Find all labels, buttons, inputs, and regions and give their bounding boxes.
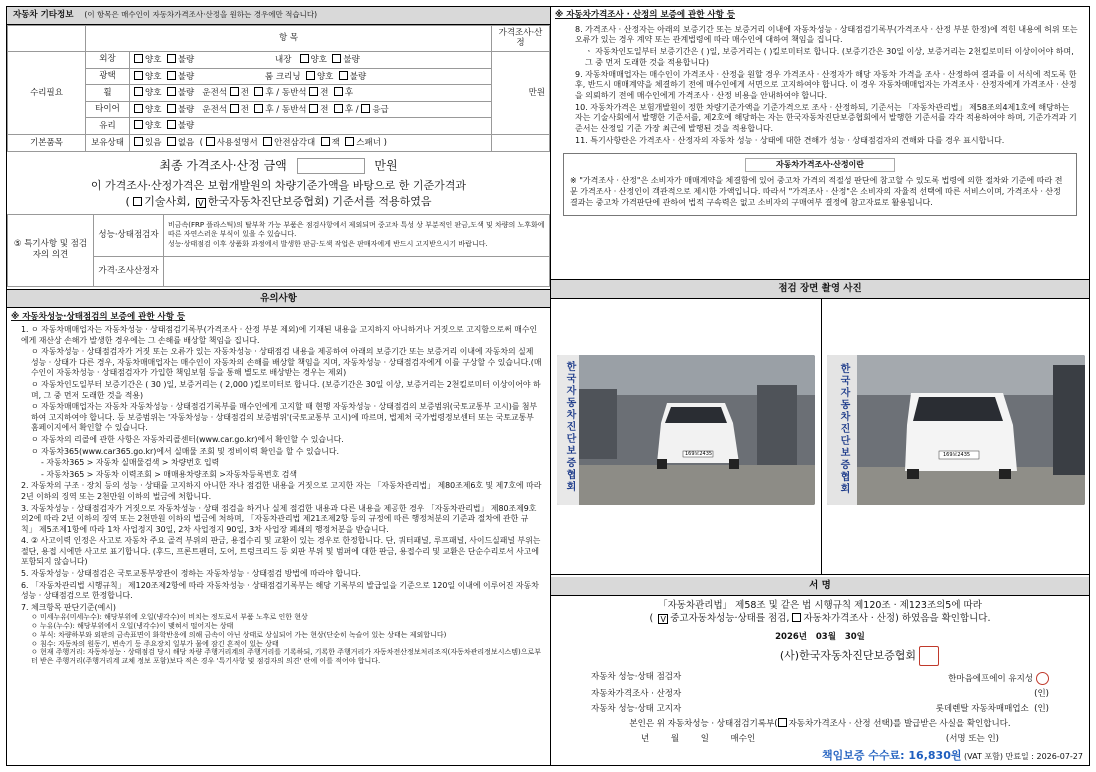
price-notes-list: 8. 가격조사 · 산정자는 아래의 보증기간 또는 보증거리 이내에 자동차성능 · 상태점검기록부(가격조사 · 산정 부분 한정)에 적힌 내용에 허위 또는 오류가 있는 경우 계약 또는 관계법령에 따라 매수인에 대하여 책임을 집니다. ㆍ 자동차인도일부터 보증기간은 ( )일, 보증거리는 ( )킬로미터로 합니다. (보증기간은 30일 이상, 보증거리는 2천킬로미터 이상이어야 하며, 그 중 먼저 도래한 것을 적용합니다) 9. 자동차매매업자는 매수인이 가격조사 · 산정을 원할 경우 가격조사 · 산정자가 해당 자동차 가격을 조사 · 산정하여 결과를 이 서식에 적도록 한 후, 반드시 매매계약을 체결하기 전에 매수인에게 서면으로 고지하여야 합니다. 이 경우 자동차매매업자는 가격조사 · 산정자에게 가격조사 · 산정을 의뢰하기 전에 매수인에게 가격조사 · 산정 비용을 안내하여야 합니다. 10. 자동차가격은 보험개발원이 정한 차량기준가액을 기준가격으로 조사 · 산정하되, 기준서는 「자동차관리법」 제58조의4제1호에 해당하는 자는 기술사회에서 발행한 기준서를, 제2호에 해당하는 자는 한국자동차진단보증협회에서 발행한 기준서를 각각 적용하여야 하며, 기준가격과 기준서는 산정일 기준 가장 최근에 발행된 것을 적용합니다. 11. 특기사항란은 가격조사 · 산정자의 자동차 성능 · 상태에 대한 견해가 성능 · 상태점검자의 견해와 다를 경우 표시합니다. <box>575 24 1078 145</box>
fee-row: 책임보증 수수료: 16,830원 (VAT 포함) 만료일 : 2026-07-27 <box>821 748 1083 762</box>
price-notes-title: ※ 자동차가격조사 · 산정의 보증에 관한 사항 등 <box>555 10 736 20</box>
room-good-checkbox[interactable] <box>306 71 315 80</box>
gloss-row: 양호 불량 룸 크리닝 양호 불량 <box>130 68 492 85</box>
right-column <box>551 7 1089 765</box>
wheel-bad-checkbox[interactable] <box>167 87 176 96</box>
signature-statement: 「자동차관리법」 제58조 및 같은 법 시행규칙 제120조 · 제123조의5에 따라 ( V 중고자동차성능·상태를 점검, 자동차가격조사 · 산정) 하였음을 확인합니다. <box>649 599 991 624</box>
have-checkbox[interactable] <box>134 137 143 146</box>
inspection-record-page <box>6 6 1090 766</box>
wheel-pass-front-checkbox[interactable] <box>309 87 318 96</box>
basis-line2: ( 기술사회, V 한국자동차진단보증협회) 기준서를 적용하였음 <box>125 194 432 208</box>
wheel-driver-front-checkbox[interactable] <box>230 87 239 96</box>
banner-left: 한국자동차진단보증협회 <box>564 361 575 493</box>
signature-section <box>551 577 1089 767</box>
tire-pass-rear-checkbox[interactable] <box>334 104 343 113</box>
final-price-unit: 만원 <box>374 158 398 173</box>
exterior-label: 외장 <box>86 51 130 68</box>
banner-right: 한국자동차진단보증협회 <box>838 363 849 495</box>
repair-group-label: 수리필요 <box>8 51 86 134</box>
basis-statement <box>7 178 550 214</box>
glass-row: 양호 불량 <box>130 118 492 135</box>
photo-rear <box>827 355 1085 505</box>
basic-items-label: 기본품목 <box>8 135 86 152</box>
tire-good-checkbox[interactable] <box>134 104 143 113</box>
special-notes-table <box>7 214 550 287</box>
special-notes-label: ⑤ 특기사항 및 점검자의 의견 <box>8 214 94 286</box>
other-info-header <box>7 7 550 25</box>
caution-header: 유의사항 <box>7 289 550 309</box>
wheel-driver-rear-checkbox[interactable] <box>254 87 263 96</box>
inspector-row: 자동차 성능·상태 점검자 한마음에프에이 유지성 <box>551 672 1089 685</box>
gloss-label: 광택 <box>86 68 130 85</box>
exterior-bad-checkbox[interactable] <box>167 54 176 63</box>
notifier-row: 자동차 성능·상태 고지자 롯데렌탈 자동차매매업소 (인) <box>591 703 1049 714</box>
price-inspector-opinion <box>164 256 550 286</box>
glass-label: 유리 <box>86 118 130 135</box>
perf-inspector-label: 성능·상태점검자 <box>94 214 164 256</box>
gloss-bad-checkbox[interactable] <box>167 71 176 80</box>
interior-good-checkbox[interactable] <box>300 54 309 63</box>
left-column <box>7 7 551 765</box>
final-price-input[interactable] <box>297 158 365 174</box>
org-stamp-icon <box>919 646 939 666</box>
triangle-checkbox[interactable] <box>263 137 272 146</box>
caution-title: ※ 자동차성능·상태점검의 보증에 관한 사항 등 <box>11 312 186 323</box>
car-rear-photo <box>827 355 1085 505</box>
other-info-table <box>7 25 550 152</box>
definition-box <box>563 153 1077 216</box>
tire-bad-checkbox[interactable] <box>167 104 176 113</box>
price-survey-checkbox[interactable] <box>792 613 801 622</box>
definition-title: 자동차가격조사·산정이란 <box>745 158 895 173</box>
expiry-date: 만료일 : 2026-07-27 <box>1005 751 1083 761</box>
receipt-line: 본인은 위 자동차성능 · 상태점검기록부( 자동차가격조사 · 산정 선택)를 발급받은 사실을 확인합니다. <box>629 719 1011 730</box>
fee-label: 책임보증 수수료: 16,830원 <box>821 748 962 762</box>
exterior-good-checkbox[interactable] <box>134 54 143 63</box>
tire-pass-front-checkbox[interactable] <box>309 104 318 113</box>
tire-row: 양호 불량 운전석 전 후 / 동반석 전 후 / 응급 <box>130 101 492 118</box>
exterior-row: 양호 불량 내장 양호 불량 <box>130 51 492 68</box>
wheel-label: 휠 <box>86 85 130 102</box>
signature-date: 2026년 03월 30일 <box>775 631 865 642</box>
photos-section <box>551 279 1089 575</box>
other-info-title: 자동차 기타정보 <box>13 10 74 20</box>
glass-good-checkbox[interactable] <box>134 120 143 129</box>
used-car-check-checkbox[interactable]: V <box>658 614 668 624</box>
jack-checkbox[interactable] <box>321 137 330 146</box>
gloss-good-checkbox[interactable] <box>134 71 143 80</box>
spanner-checkbox[interactable] <box>345 137 354 146</box>
wheel-pass-rear-checkbox[interactable] <box>334 87 343 96</box>
car-front-photo <box>557 355 815 505</box>
wheel-row: 양호 불량 운전석 전 후 / 동반석 전 후 <box>130 85 492 102</box>
holding-label: 보유상태 <box>86 135 130 152</box>
plate-left: 169보2435 <box>685 451 713 457</box>
basis-assoc-checkbox[interactable]: V <box>196 198 206 208</box>
basic-items-row: 있음 없음 ( 사용설명서 안전삼각대 잭 스패너 ) <box>130 135 492 152</box>
basis-line1: 이 가격조사·산정가격은 보험개발원의 차량기준가액을 바탕으로 한 기준가격과 <box>90 178 467 192</box>
signature-org: (사)한국자동차진단보증협회 <box>551 646 1089 666</box>
final-price-row <box>7 152 550 178</box>
signature-header: 서 명 <box>551 577 1089 596</box>
price-col-header: 가격조사·산정 <box>492 25 550 51</box>
room-bad-checkbox[interactable] <box>339 71 348 80</box>
price-inspector-row: 자동차가격조사 · 산정자 (인) <box>591 689 1049 700</box>
tire-driver-rear-checkbox[interactable] <box>254 104 263 113</box>
glass-bad-checkbox[interactable] <box>167 120 176 129</box>
interior-label: 내장 <box>274 54 292 65</box>
photo-front <box>557 355 815 505</box>
other-info-note: (이 항목은 매수인이 자동차가격조사·산정을 원하는 경우에만 적습니다) <box>84 10 318 19</box>
caution-list: 1. ㅇ 자동차매매업자는 자동차성능 · 상태점검기록부(가격조사 · 산정 부분 제외)에 기재된 내용을 고지하지 아니하거나 거짓으로 고지함으로써 매수인에게 재산상 손해가 발생한 경우에는 그 손해를 배상할 책임을 집니다. ㅇ 자동차성능 · 상태점검자가 거짓 또는 오류가 있는 자동차성능 · 상태점검 내용을 제공하여 아래의 보증기간 또는 보증거리 이내에 자동차의 실제 성능 · 상태가 다른 경우, 자동차매매업자는 매수인이 자동차의 손해를 배상할 책임을 지며, 자동차성능 · 상태점검자에게 이를 구상할 수 있습니다.(매수인이 자동차성능 · 상태점검자가 가입한 책임보험 등을 통해 별도로 배상받는 경우는 제외) ㅇ 자동차인도일부터 보증기간은 ( 30 )일, 보증거리는 ( 2,000 )킬로미터로 합니다. (보증기간은 30일 이상, 보증거리는 2천킬로미터 이상이어야 하며, 그 중 먼저 도래한 것을 적용) ㅇ 자동차매매업자는 자동차 자동차성능 · 상태점검기록부를 매수인에게 고지할 때 현행 자동차성능 · 상태점검의 보증범위(국토교통부 고시)를 첨부하여 고지하여야 합니다. 등 보증범위는 '자동차성능 · 상태점검의 보증범위'(국토교통부 고시)에 따르며, 법제처 국가법령정보센터 또는 국토교통부 홈페이지에서 확인할 수 있습니다. ㅇ 자동차의 리콜에 관한 사항은 자동차리콜센터(www.car.go.kr)에서 확인할 수 있습니다. ㅇ 자동차365(www.car365.go.kr)에서 실매물 조회 및 정비이력 확인을 할 수 있습니다. - 자동차365 > 자동차 실매물검색 > 차량번호 입력 - 자동차365 > 자동차 이력조회 > 매매용차량조회 >자동차등록번호 검색 2. 자동차의 구조 · 장치 등의 성능 · 상태를 고지하지 아니한 자나 점검한 내용을 거짓으로 고지한 자는 「자동차관리법」 제80조제6호 및 제7호에 따라 2년 이하의 징역 또는 2천만원 이하의 벌금에 처합니다. 3. 자동차성능 · 상태점검자가 거짓으로 자동차성능 · 상태 점검을 하거나 실제 점검한 내용과 다른 내용을 제공한 경우 「자동차관리법」 제80조제9호의2에 따라 2년 이하의 징역 또는 2천만원 이하의 벌금에 처하며, 「자동차관리법 제21조제2항 등의 규정에 따른 행정처분의 기준과 절차에 관한 규칙」 제5조제1항에 따라 1차 사업정지 30일, 2차 사업정지 90일, 3차 사업장 폐쇄의 행정처분을 받습니다. 4. ② 사고이력 인정은 사고로 자동차 주요 골격 부위의 판금, 용접수리 및 교환이 있는 경우로 한정합니다. 단, 쿼터패널, 루프패널, 사이드실패널 부위는 절단, 용접 시에만 사고로 표기합니다. (후드, 프론트펜더, 도어, 트렁크리드 등 외판 부위 및 범퍼에 대한 판금, 용접수리 및 교환은 단순수리로서 사고에 포함되지 않습니다) 5. 자동차성능 · 상태점검은 국토교통부장관이 정하는 자동차성능 · 상태점검 방법에 따라야 합니다. 6. 「자동차관리법 시행규칙」 제120조제2항에 따라 자동차성능 · 상태점검기록부는 해당 기록부의 발급일을 기준으로 120일 이내에 이루어진 자동차 성능 · 상태점검으로 한정합니다. 7. 체크항목 판단기준(예시) ㅇ 미세누유(미세누수): 해당부위에 오일(냉각수)이 비치는 정도로서 부품 노후로 인한 현상 ㅇ 누유(누수): 해당부위에서 오일(냉각수)이 맺혀서 떨어지는 상태 ㅇ 부식: 차량하부와 외판의 금속표면이 화학반응에 의해 금속이 아닌 상태로 상실되어 가는 현상(단순히 녹슬어 있는 상태는 제외합니다) ㅇ 침수: 자동차의 원동기, 변속기 등 주요장치 일부가 물에 잠긴 흔적이 있는 상태 ㅇ 현재 주행거리: 자동차성능 · 상태점검 당시 해당 차량 주행거리계의 주행거리를 기록하되, 기록한 주행거리가 자동차전산정보처리조직(자동차관리정보시스템)으로부터 받은 주행거리(주행거리계 교체 정보 포함)보다 적은 경우 '특기사항 및 점검자의 의견' 란에 이를 적어야 합니다. <box>21 325 542 666</box>
manual-checkbox[interactable] <box>206 137 215 146</box>
tire-emergency-checkbox[interactable] <box>361 104 370 113</box>
definition-text: ※ "가격조사 · 산정"은 소비자가 매매계약을 체결함에 있어 중고차 가격의 적절성 판단에 참고할 수 있도록 법령에 의한 절차와 기준에 따라 전문 가격조사 · 산정인이 객관적으로 제시한 가액입니다. 따라서 "가격조사 · 산정"은 소비자의 자율적 선택에 따른 서비스이며, 가격조사 · 산정 결과는 중고차 가격판단에 관하여 법적 구속력은 없고 소비자의 구매여부 결정에 참고자료로 활용됩니다. <box>570 176 1063 207</box>
perf-inspector-opinion: 비금속(FRP 플라스틱)의 탈부착 가능 부품은 점검사항에서 제외되며 중고차 특성 상 부분적인 판금,도색 및 차량의 노후화에 따른 자연스러운 부식이 있을 수 있습니다. 성능·상태점검 이후 상품화 과정에서 발생한 판금·도색 작업은 판매자에게 반드시 고지받으시기 바랍니다. <box>164 214 550 256</box>
final-price-label: 최종 가격조사·산정 금액 <box>159 158 287 173</box>
none-checkbox[interactable] <box>167 137 176 146</box>
interior-bad-checkbox[interactable] <box>332 54 341 63</box>
item-col-header: 항 목 <box>86 25 492 51</box>
room-cleaning-label: 룸 크리닝 <box>264 71 301 82</box>
tire-driver-front-checkbox[interactable] <box>230 104 239 113</box>
receipt-price-checkbox[interactable] <box>778 718 787 727</box>
tire-label: 타이어 <box>86 101 130 118</box>
plate-right: 169보2435 <box>943 452 971 458</box>
basis-tech-checkbox[interactable] <box>133 197 142 206</box>
buyer-row: 년 월 일 매수인 (서명 또는 인) <box>641 734 999 744</box>
price-inspector-label: 가격·조사산정자 <box>94 256 164 286</box>
inspector-stamp-icon <box>1036 672 1049 685</box>
repair-price-cell: 만원 <box>492 51 550 134</box>
wheel-good-checkbox[interactable] <box>134 87 143 96</box>
photos-header: 점검 장면 촬영 사진 <box>551 279 1089 299</box>
